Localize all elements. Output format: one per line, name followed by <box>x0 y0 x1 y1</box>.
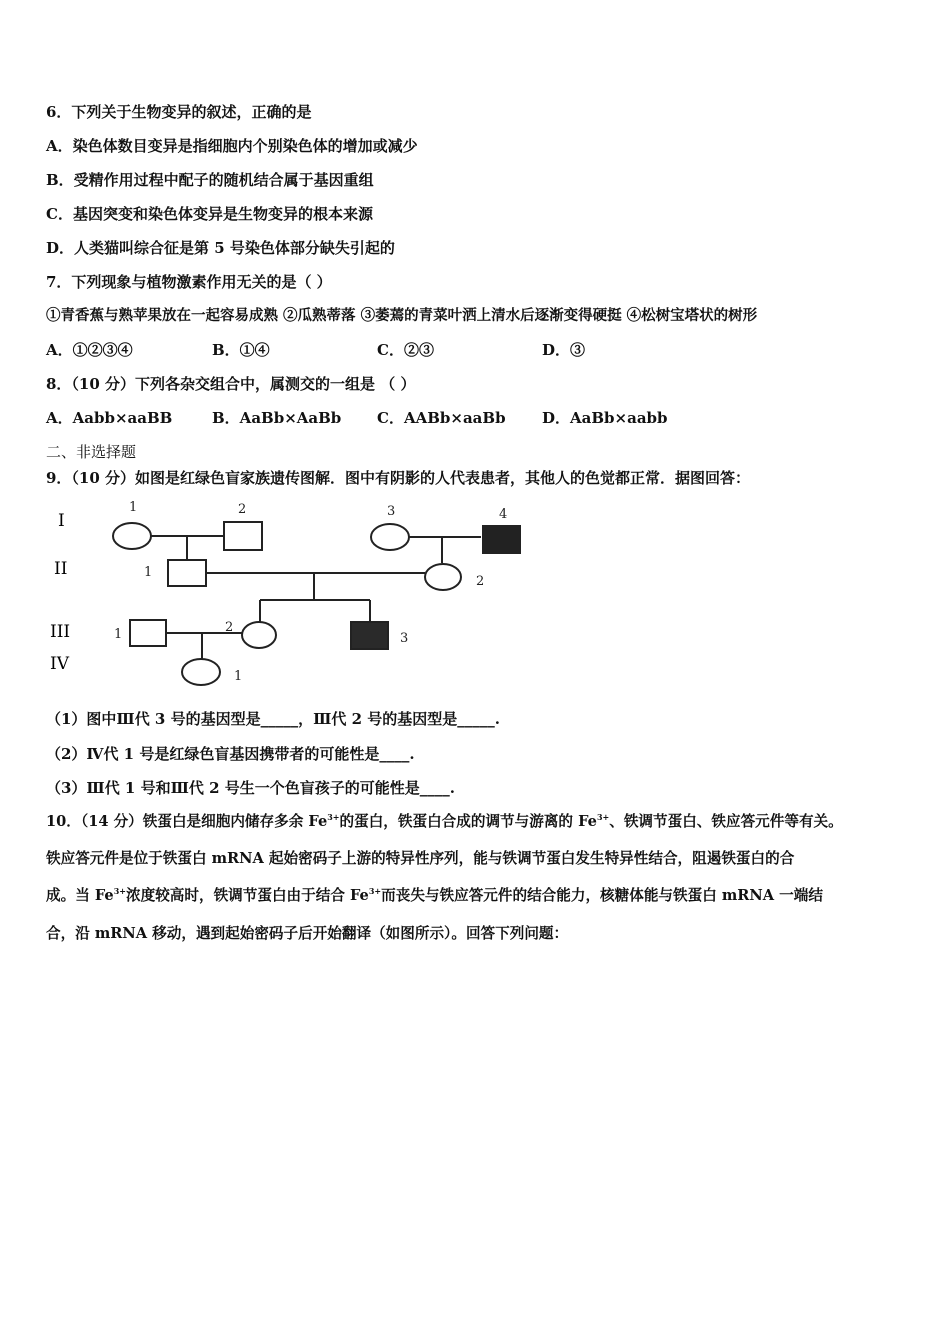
q7-option-d: D．③ <box>542 341 586 359</box>
q10-text: 浓度较高时，铁调节蛋白由于结合 Fe <box>126 887 369 904</box>
q9-part-2: （2）Ⅳ代 1 号是红绿色盲基因携带者的可能性是____. <box>46 745 415 763</box>
q8-option-d: D．AaBb×aabb <box>542 409 668 427</box>
num-gen3-3: 3 <box>400 631 409 646</box>
num-gen1-3: 3 <box>387 504 396 519</box>
superscript: 3+ <box>596 812 610 823</box>
q9-part-1: （1）图中Ⅲ代 3 号的基因型是_____，Ⅲ代 2 号的基因型是_____. <box>46 710 500 728</box>
gen1-male-2 <box>224 522 262 550</box>
q7-option-c: C．②③ <box>377 341 434 359</box>
gen1-female-3 <box>371 524 409 550</box>
num-gen2-2: 2 <box>476 574 485 589</box>
num-gen1-1: 1 <box>129 500 138 515</box>
q8-stem: 8．（10 分）下列各杂交组合中，属测交的一组是 （ ） <box>46 375 416 393</box>
q6-stem: 6．下列关于生物变异的叙述，正确的是 <box>46 103 312 121</box>
gen2-male-1 <box>168 560 206 586</box>
num-gen3-1: 1 <box>114 627 123 642</box>
gen-label-1: I <box>58 511 65 531</box>
q10-text: 成。当 Fe <box>46 887 114 904</box>
gen3-male-1 <box>130 620 166 646</box>
gen2-female-2 <box>425 564 461 590</box>
section-heading: 二、非选择题 <box>46 443 137 461</box>
q6-option-a: A．染色体数目变异是指细胞内个别染色体的增加或减少 <box>46 137 418 155</box>
superscript: 3+ <box>113 886 126 897</box>
gen3-male-3-affected <box>351 622 388 649</box>
num-gen3-2: 2 <box>225 620 234 635</box>
q10-text: 、铁调节蛋白、铁应答元件等有关。 <box>609 813 843 830</box>
q6-option-d: D．人类猫叫综合征是第 5 号染色体部分缺失引起的 <box>46 239 395 257</box>
q6-option-b: B．受精作用过程中配子的随机结合属于基因重组 <box>46 171 374 189</box>
q7-option-a: A．①②③④ <box>46 341 133 359</box>
q7-option-b: B．①④ <box>212 341 270 359</box>
q10-text: 的蛋白，铁蛋白合成的调节与游离的 Fe <box>339 813 597 830</box>
gen1-male-4-affected <box>483 526 520 553</box>
q10-line-4: 合，沿 mRNA 移动，遇到起始密码子后开始翻译（如图所示）。回答下列问题： <box>46 925 569 942</box>
q10-text: 10．（14 分）铁蛋白是细胞内储存多余 Fe <box>46 813 328 830</box>
q10-line-3 <box>46 886 823 906</box>
gen1-female-1 <box>113 523 151 549</box>
q6-option-c: C．基因突变和染色体变异是生物变异的根本来源 <box>46 205 373 223</box>
q10-text: 而丧失与铁应答元件的结合能力，核糖体能与铁蛋白 mRNA 一端结 <box>381 887 823 904</box>
q10-line-1 <box>46 812 843 832</box>
q8-option-c: C．AABb×aaBb <box>377 409 506 427</box>
gen-label-3: III <box>50 622 71 642</box>
superscript: 3+ <box>327 812 340 823</box>
q10-line-2: 铁应答元件是位于铁蛋白 mRNA 起始密码子上游的特异性序列，能与铁调节蛋白发生特异性结合，阻遏铁蛋白的合 <box>46 850 795 867</box>
num-gen1-4: 4 <box>499 507 508 522</box>
gen-label-4: IV <box>50 654 69 674</box>
gen-label-2: II <box>54 559 68 579</box>
pedigree-diagram <box>46 494 546 694</box>
q8-option-b: B．AaBb×AaBb <box>212 409 342 427</box>
q7-items: ①青香蕉与熟苹果放在一起容易成熟 ②瓜熟蒂落 ③萎蔫的青菜叶洒上清水后逐渐变得硬挺 ④松树宝塔状的树形 <box>46 307 758 324</box>
gen3-female-2 <box>242 622 276 648</box>
num-gen1-2: 2 <box>238 502 247 517</box>
q7-stem: 7．下列现象与植物激素作用无关的是（ ） <box>46 273 332 291</box>
num-gen4-1: 1 <box>234 669 243 684</box>
q9-stem: 9．（10 分）如图是红绿色盲家族遗传图解．图中有阴影的人代表患者，其他人的色觉都正常．据图回答： <box>46 469 751 487</box>
q8-option-a: A．Aabb×aaBB <box>46 409 173 427</box>
gen4-female-1 <box>182 659 220 685</box>
num-gen2-1: 1 <box>144 565 153 580</box>
superscript: 3+ <box>368 886 382 897</box>
q9-part-3: （3）Ⅲ代 1 号和Ⅲ代 2 号生一个色盲孩子的可能性是____. <box>46 779 455 797</box>
